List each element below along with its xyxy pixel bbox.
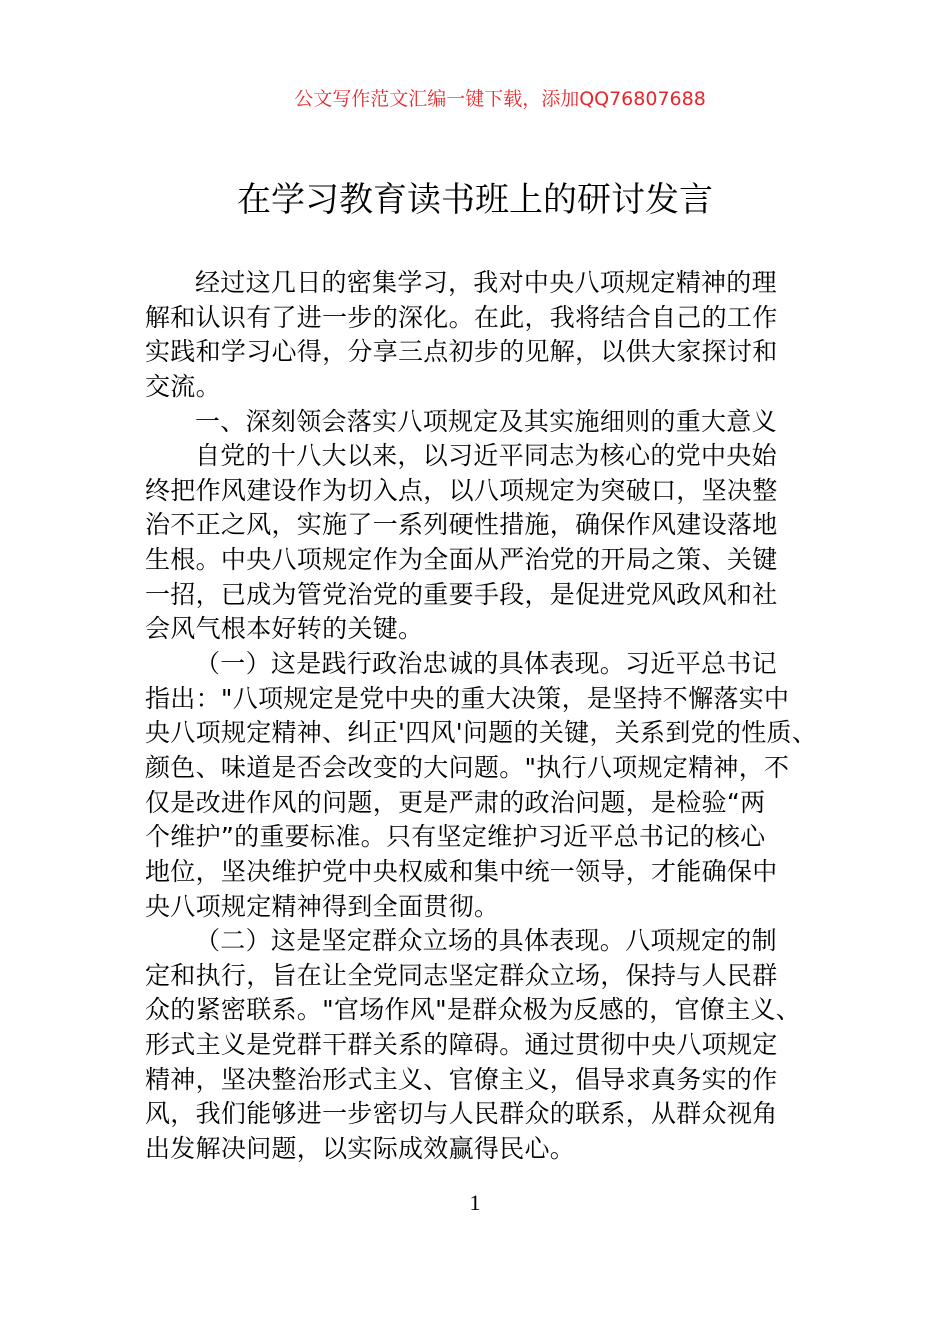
text-line: 交流。 (145, 371, 221, 401)
text-line: 会风气根本好转的关键。 (145, 614, 424, 644)
text-line: 颜色、味道是否会改变的大问题。"执行八项规定精神，不 (145, 752, 790, 782)
text-line: 众的紧密联系。"官场作风"是群众极为反感的，官僚主义、 (145, 995, 802, 1025)
text-line: 仅是改进作风的问题，更是严肃的政治问题，是检验“两 (145, 787, 766, 817)
text-line: 风，我们能够进一步密切与人民群众的联系，从群众视角 (145, 1099, 778, 1129)
document-title: 在学习教育读书班上的研讨发言 (237, 180, 713, 220)
text-line: 央八项规定精神、纠正'四风'问题的关键，关系到党的性质、 (145, 718, 818, 748)
page-number: 1 (469, 1190, 481, 1215)
text-line: 形式主义是党群干群关系的障碍。通过贯彻中央八项规定 (145, 1030, 778, 1060)
text-line: 地位，坚决维护党中央权威和集中统一领导，才能确保中 (145, 856, 778, 886)
text-line: 定和执行，旨在让全党同志坚定群众立场，保持与人民群 (145, 960, 778, 990)
text-line: 出发解决问题，以实际成效赢得民心。 (145, 1134, 576, 1164)
text-line: 一招，已成为管党治党的重要手段，是促进党风政风和社 (145, 579, 778, 609)
text-line: 一、深刻领会落实八项规定及其实施细则的重大意义 (195, 406, 777, 436)
text-line: 经过这几日的密集学习，我对中央八项规定精神的理 (195, 268, 777, 297)
download-banner: 公文写作范文汇编一键下载，添加QQ76807688 (294, 88, 706, 110)
text-line: 生根。中央八项规定作为全面从严治党的开局之策、关键 (145, 545, 778, 575)
text-line: 精神，坚决整治形式主义、官僚主义，倡导求真务实的作 (145, 1064, 778, 1094)
document-body (145, 266, 825, 1167)
text-line: 央八项规定精神得到全面贯彻。 (145, 891, 500, 921)
text-line: 治不正之风，实施了一系列硬性措施，确保作风建设落地 (145, 510, 778, 540)
text-line: 个维护”的重要标准。只有坚定维护习近平总书记的核心 (145, 822, 766, 852)
text-line: 解和认识有了进一步的深化。在此，我将结合自己的工作 (145, 302, 778, 332)
text-line: 实践和学习心得，分享三点初步的见解，以供大家探讨和 (145, 337, 778, 367)
text-line: （一）这是践行政治忠诚的具体表现。习近平总书记 (195, 649, 777, 679)
text-line: 终把作风建设作为切入点，以八项规定为突破口，坚决整 (145, 475, 778, 505)
text-line: （二）这是坚定群众立场的具体表现。八项规定的制 (195, 926, 777, 956)
text-line: 自党的十八大以来，以习近平同志为核心的党中央始 (195, 441, 777, 471)
text-line: 指出："八项规定是党中央的重大决策，是坚持不懈落实中 (145, 683, 790, 713)
